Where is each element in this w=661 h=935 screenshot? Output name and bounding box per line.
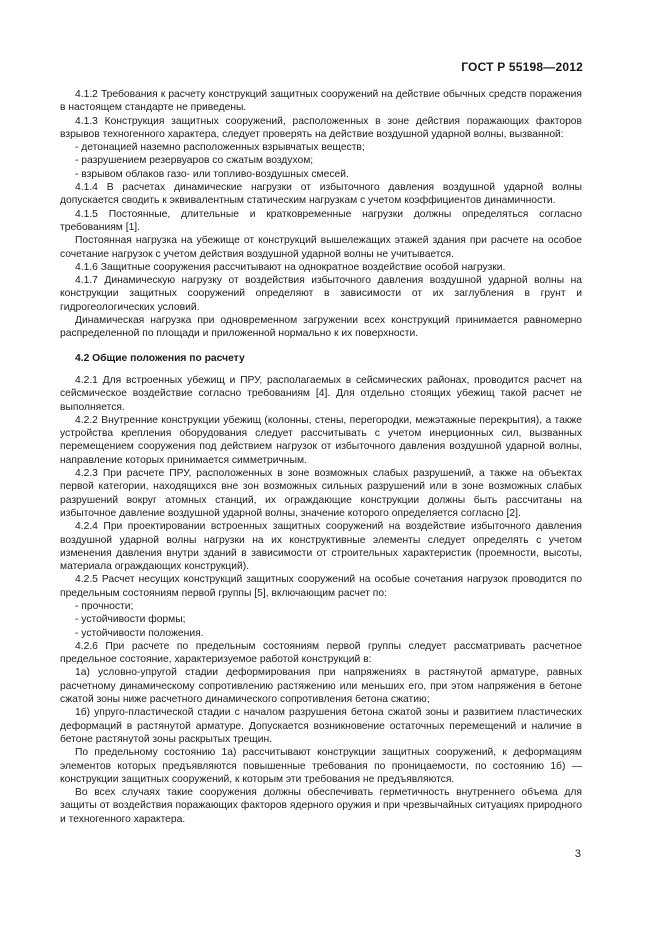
paragraph-4-1-7: 4.1.7 Динамическую нагрузку от воздействия избыточного давления воздушной ударной волны на конструкции защитных сооружений определяют в зависимости от их заглубления в грунт и гидрогеологических условий. — [60, 275, 582, 313]
paragraph-4-2-1: 4.2.1 Для встроенных убежищ и ПРУ, располагаемых в сейсмических районах, проводится расчет на сейсмическое воздействие согласно требованиям [4]. Для отдельно стоящих убежищ такой расчет не выполняется. — [60, 374, 582, 413]
document-body — [60, 88, 582, 826]
list-item: - взрывом облаков газо- или топливо-воздушных смесей. — [75, 168, 349, 180]
list-item: - устойчивости положения. — [75, 627, 204, 639]
paragraph-4-1-3: 4.1.3 Конструкция защитных сооружений, расположенных в зоне действия поражающих факторов взрывов техногенного характера, следует проверять на действие воздушной ударной волны, вызванной: — [60, 115, 582, 140]
paragraph-4-1-5: 4.1.5 Постоянные, длительные и кратковременные нагрузки должны определяться согласно требованиям [1]. — [60, 208, 582, 233]
paragraph-4-2-2: 4.2.2 Внутренние конструкции убежищ (колонны, стены, перегородки, межэтажные перекрытия), а также устройства крепления оборудования следует рассчитывать с учетом инерционных сил, вызванных перемещением сооружения под действием нагрузок от избыточного давления воздушной ударной волны, направление которых принимается симметричным. — [60, 414, 582, 466]
section-heading-4-2: 4.2 Общие положения по расчету — [75, 352, 245, 364]
paragraph-dynamic-load: Динамическая нагрузка при одновременном загружении всех конструкций принимается равномерно распределенной по площади и приложенной нормально к их поверхности. — [60, 315, 582, 340]
paragraph-4-1-6: 4.1.6 Защитные сооружения рассчитывают на однократное воздействие особой нагрузки. — [75, 261, 506, 273]
paragraph-4-1-4: 4.1.4 В расчетах динамические нагрузки от избыточного давления воздушной ударной волны допускается сводить к эквивалентным статическим нагрузкам с учетом коэффициентов динамичности. — [60, 182, 582, 207]
paragraph-constant-load: Постоянная нагрузка на убежище от конструкций вышележащих этажей здания при расчете на особое сочетание нагрузок с учетом действия воздушной ударной волны не учитывается. — [60, 235, 582, 260]
list-item: - устойчивости формы; — [75, 614, 186, 626]
paragraph-4-2-6: 4.2.6 При расчете по предельным состояниям первой группы следует рассматривать расчетное предельное состояние, характеризуемое работой конструкций в: — [60, 640, 582, 666]
paragraph-state-1b: 1б) упруго-пластической стадии с началом разрушения бетона сжатой зоны и развитием пластических деформаций в растянутой арматуре. Допускается возникновение остаточных перемещений и наличие в бетоне растянутой зоны раскрытых трещин. — [60, 707, 582, 745]
paragraph-4-2-5: 4.2.5 Расчет несущих конструкций защитных сооружений на особые сочетания нагрузок проводится по предельным состояниям первой группы [5], включающим расчет по: — [60, 574, 582, 599]
paragraph-limit-state: По предельному состоянию 1а) рассчитывают конструкции защитных сооружений, к деформациям элементов которых предъявляются повышенные требования по проницаемости, по состоянию 1б) — конструкции защитных сооружений, к которым эти требования не предъявляются. — [60, 747, 582, 785]
paragraph-4-2-3: 4.2.3 При расчете ПРУ, расположенных в зоне возможных слабых разрушений, а также на объектах первой категории, находящихся вне зон возможных сильных разрушений или в зоне возможных слабых разрушений вокруг атомных станций, их ограждающие конструкции должны быть рассчитаны на избыточное давление воздушной ударной волны, значение которого определяется согласно [2]. — [60, 468, 582, 519]
page-number: 3 — [574, 848, 581, 860]
list-item: - детонацией наземно расположенных взрывчатых веществ; — [75, 142, 365, 154]
paragraph-4-1-2: 4.1.2 Требования к расчету конструкций защитных сооружений на действие обычных средств поражения в настоящем стандарте не приведены. — [60, 89, 582, 114]
document-id-header: ГОСТ Р 55198—2012 — [461, 60, 583, 74]
paragraph-4-2-4: 4.2.4 При проектировании встроенных защитных сооружений на воздействие избыточного давления воздушной ударной волны нагрузки на их конструктивные элементы следует определять с учетом изменения давления внутри зданий в зависимости от строительных характеристик (проемности, высоты, материала ограждающих конструкций). — [60, 521, 582, 573]
list-item: - разрушением резервуаров со сжатым воздухом; — [75, 155, 314, 167]
paragraph-state-1a: 1а) условно-упругой стадии деформирования при напряжениях в растянутой арматуре, равных расчетному динамическому сопротивлению растяжению или меньших его, при этом напряжения в бетоне сжатой зоны ниже расчетного динамического сопротивления бетона сжатию; — [60, 667, 582, 706]
paragraph-all-cases: Во всех случаях такие сооружения должны обеспечивать герметичность внутреннего объема для защиты от воздействия поражающих факторов ядерного оружия и при чрезвычайных ситуациях природного и техногенного характера. — [60, 787, 582, 825]
list-item: - прочности; — [75, 600, 134, 612]
